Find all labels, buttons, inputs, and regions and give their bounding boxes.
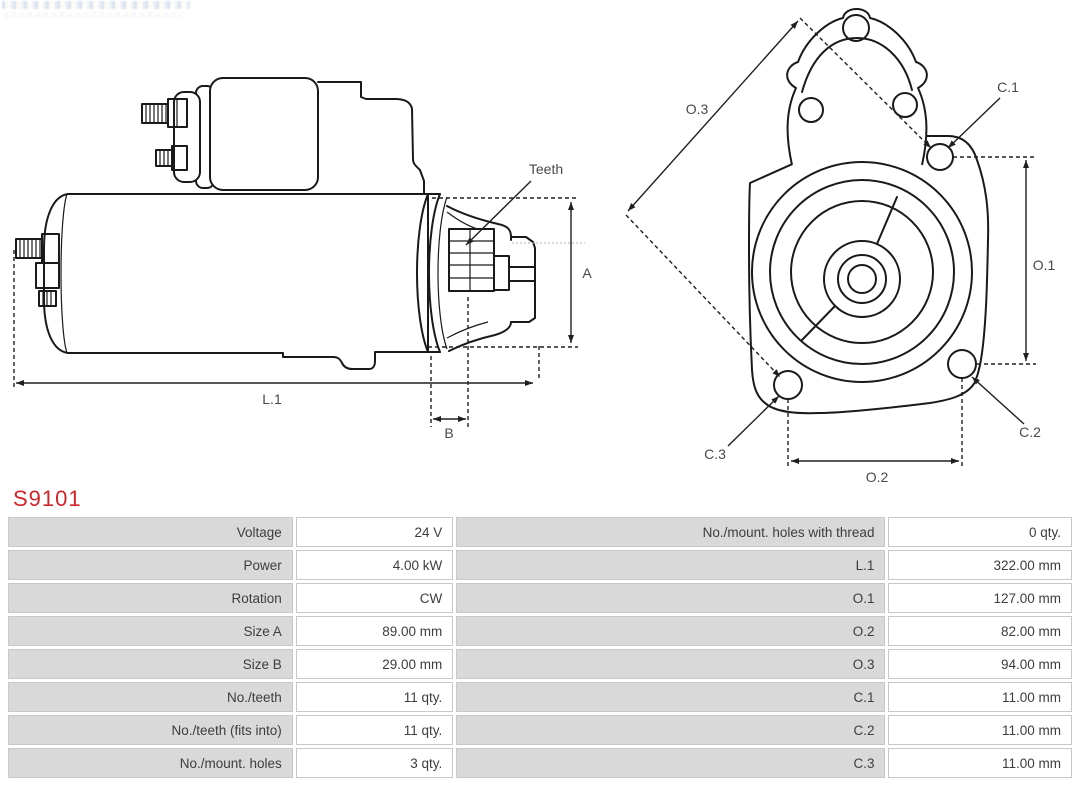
starter-front-view-diagram — [600, 0, 1080, 500]
dim-o3-label: O.3 — [685, 101, 709, 117]
spec-value: 11 qty. — [296, 715, 453, 745]
shaft — [509, 267, 535, 281]
spec-label: Rotation — [8, 583, 293, 613]
solenoid-bracket-crown — [787, 9, 927, 165]
spec-label: No./teeth — [8, 682, 293, 712]
spec-row — [8, 583, 1072, 613]
dim-a-label: A — [582, 265, 592, 281]
spec-label: L.1 — [456, 550, 885, 580]
spec-value: CW — [296, 583, 453, 613]
spec-row — [8, 682, 1072, 712]
spec-label: Size B — [8, 649, 293, 679]
spec-label: C.2 — [456, 715, 885, 745]
spec-label: Voltage — [8, 517, 293, 547]
spec-label: Size A — [8, 616, 293, 646]
spec-label: C.1 — [456, 682, 885, 712]
dim-o2-label: O.2 — [865, 469, 889, 485]
spec-value: 4.00 kW — [296, 550, 453, 580]
spec-label: No./mount. holes with thread — [456, 517, 885, 547]
pinion-gear — [449, 229, 535, 291]
spec-value: 29.00 mm — [296, 649, 453, 679]
dim-c3-label: C.3 — [704, 446, 726, 462]
spec-label: Power — [8, 550, 293, 580]
spec-value: 24 V — [296, 517, 453, 547]
spec-value: 0 qty. — [888, 517, 1072, 547]
motor-body — [44, 194, 428, 369]
spec-value: 11.00 mm — [888, 682, 1072, 712]
dim-b-label: B — [444, 425, 454, 441]
spec-value: 89.00 mm — [296, 616, 453, 646]
spec-label: No./teeth (fits into) — [8, 715, 293, 745]
spec-value: 82.00 mm — [888, 616, 1072, 646]
starter-side-view-diagram — [0, 0, 600, 450]
dim-o1-label: O.1 — [1032, 257, 1056, 273]
dim-c2-label: C.2 — [1019, 424, 1041, 440]
spec-value: 322.00 mm — [888, 550, 1072, 580]
spec-row — [8, 550, 1072, 580]
spec-value: 94.00 mm — [888, 649, 1072, 679]
spec-value: 11.00 mm — [888, 748, 1072, 778]
mounting-hole-c2 — [948, 350, 976, 378]
spec-row — [8, 748, 1072, 778]
thrust-collar — [494, 256, 509, 290]
spec-value: 127.00 mm — [888, 583, 1072, 613]
spec-label: O.3 — [456, 649, 885, 679]
part-number: S9101 — [13, 486, 82, 511]
spec-label: O.1 — [456, 583, 885, 613]
spec-row — [8, 517, 1072, 547]
spec-label: O.2 — [456, 616, 885, 646]
spec-row — [8, 649, 1072, 679]
spec-row — [8, 715, 1072, 745]
dim-l1-label: L.1 — [262, 391, 282, 407]
spec-table — [5, 514, 1075, 781]
teeth-label: Teeth — [528, 161, 564, 177]
spec-label: C.3 — [456, 748, 885, 778]
spec-row — [8, 616, 1072, 646]
dim-c1-label: C.1 — [997, 79, 1019, 95]
spec-value: 11 qty. — [296, 682, 453, 712]
spec-label: No./mount. holes — [8, 748, 293, 778]
spec-value: 11.00 mm — [888, 715, 1072, 745]
solenoid — [174, 78, 424, 194]
spec-value: 3 qty. — [296, 748, 453, 778]
